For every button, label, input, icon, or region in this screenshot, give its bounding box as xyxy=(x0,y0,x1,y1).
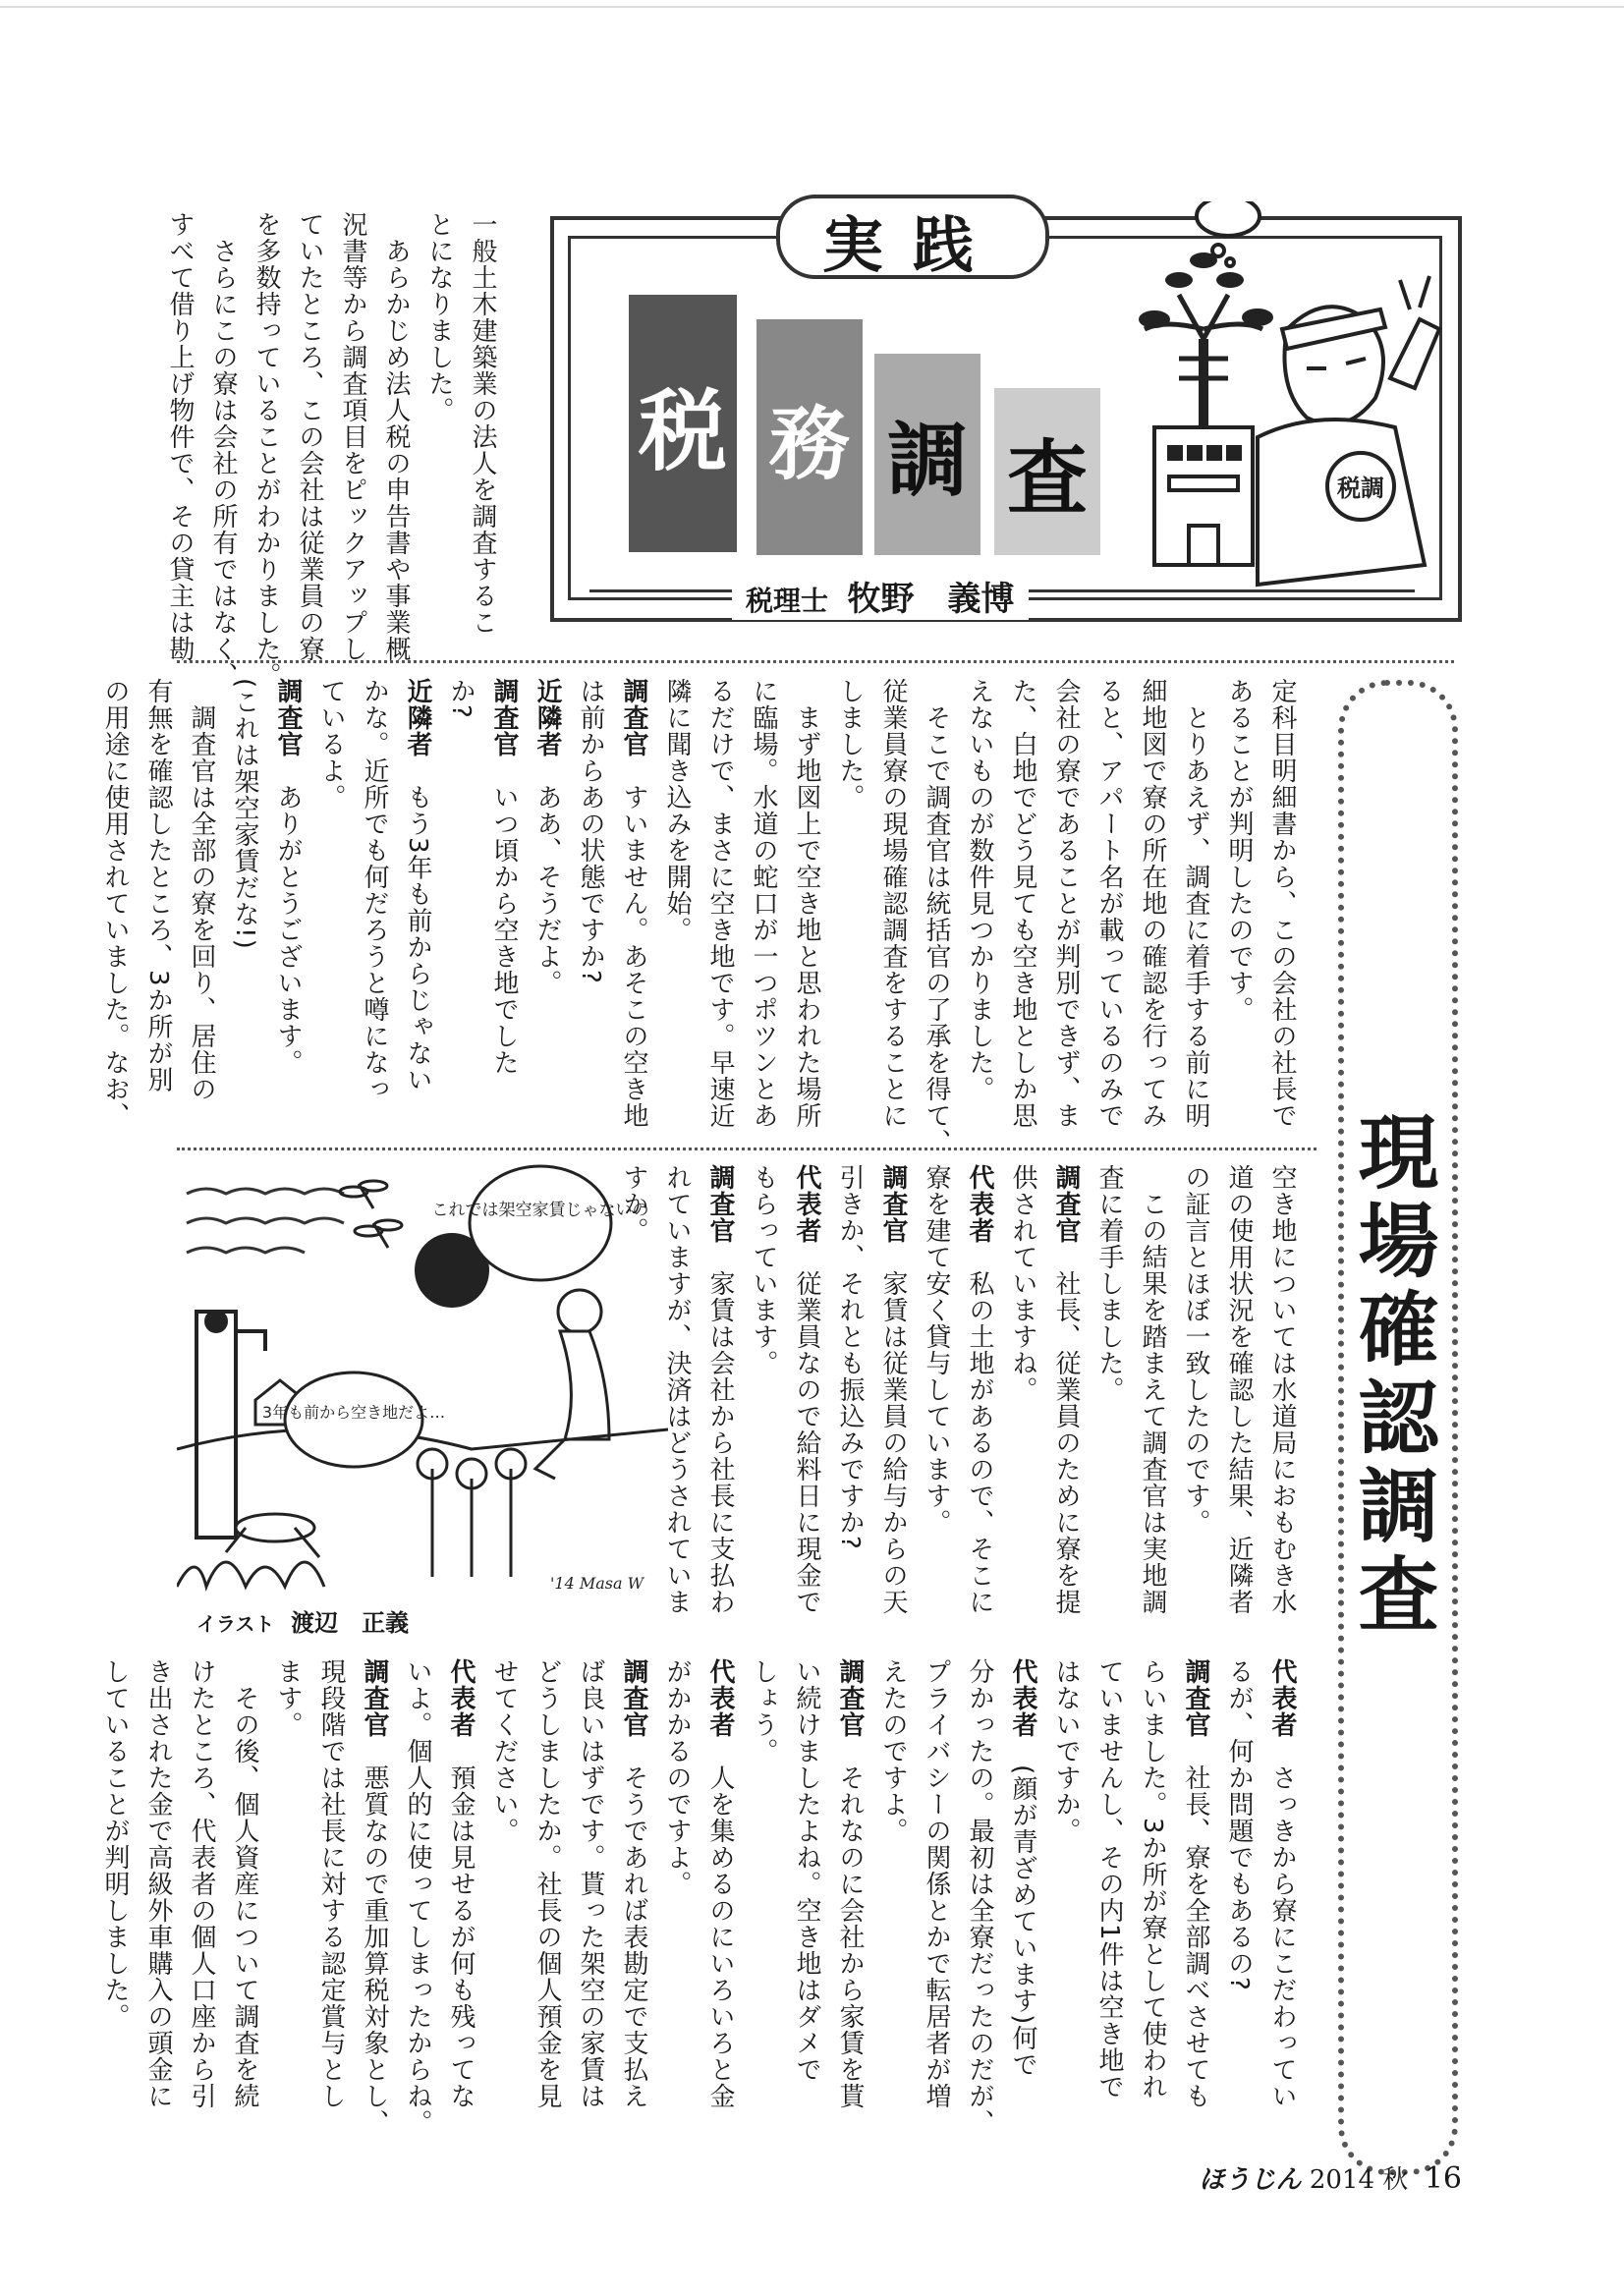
text-line: 代表者 私の土地があるので、そこに xyxy=(965,1164,994,1615)
speaker-label: 調査官 xyxy=(273,678,303,757)
title-block-3 xyxy=(874,354,980,555)
title-char-3: 調 xyxy=(886,415,968,508)
speaker-label: 代表者 xyxy=(1008,1658,1037,1738)
bubble-bottom-text: 3年も前から空き地だよ… xyxy=(261,1403,446,1422)
footer-year: 2014 xyxy=(1309,2165,1374,2195)
section-top-text xyxy=(158,211,504,689)
text-line: 代表者 さっきから寮にこだわってい xyxy=(1267,1658,1297,2109)
text-line: せてください。 xyxy=(489,1658,519,1844)
text-line: 供されていますね。 xyxy=(1008,1164,1037,1403)
credit-label: イラスト xyxy=(196,1612,275,1636)
man-sitting xyxy=(535,1290,609,1479)
speaker-label: 調査官 xyxy=(878,1164,908,1244)
text-line: るが、何か問題でもあるの? xyxy=(1224,1658,1254,1991)
text-line: ます。 xyxy=(273,1658,303,1738)
text-line: ていたところ、この会社は従業員の寮 xyxy=(295,211,324,662)
text-line: はないですか。 xyxy=(1051,1658,1081,1844)
title-block-2 xyxy=(756,319,863,555)
speaker-label: 近隣者 xyxy=(532,678,562,757)
text-line: を多数持っていることがわかりました。 xyxy=(252,211,281,689)
text-line: (これは架空家賃だな!) xyxy=(230,678,259,950)
text-line: とりあえず、調査に着手する前に明 xyxy=(1181,678,1210,1129)
text-line: ば良いはずです。貰った架空の家賃は xyxy=(576,1658,605,2109)
text-line: 代表者 (顔が青ざめています)何で xyxy=(1008,1658,1037,2079)
text-line: しました。 xyxy=(835,678,865,811)
text-line: 査に着手しました。 xyxy=(1094,1164,1124,1403)
text-line: 調査官 悪質なので重加算税対象とし、 xyxy=(360,1658,389,2136)
text-line: あらかじめ法人税の申告書や事業概 xyxy=(381,211,411,662)
credit-name: 渡辺 正義 xyxy=(291,1609,410,1637)
speaker-label: 代表者 xyxy=(446,1658,476,1738)
text-line: 一般土木建築業の法人を調査するこ xyxy=(468,211,497,636)
text-line: ていませんし、その内1件は空き地で xyxy=(1094,1658,1124,2100)
speaker-label: 調査官 xyxy=(619,1658,648,1738)
text-line: 調査官 家賃は従業員の給与からの天 xyxy=(878,1164,908,1615)
text-line: 細地図で寮の所在地の確認を行ってみ xyxy=(1138,678,1167,1129)
text-line: に臨場。水道の蛇口が一つポツンとあ xyxy=(749,678,778,1129)
text-line: らいました。3か所が寮として使われ xyxy=(1138,1658,1167,2100)
text-line: していることが判明しました。 xyxy=(100,1658,130,2030)
text-line: かな。近所でも何だろうと噂になっ xyxy=(360,678,389,1102)
footer xyxy=(1200,2159,1462,2196)
text-line: いよ。個人的に使ってしまったからね。 xyxy=(403,1658,432,2136)
section-bottom-text xyxy=(93,1658,1304,2136)
scan-edge xyxy=(0,6,1624,8)
text-line: 現段階では社長に対する認定賞与とし xyxy=(316,1658,346,2109)
speaker-label: 調査官 xyxy=(489,678,519,757)
author-label: 税理士 xyxy=(746,585,829,617)
text-line: 定科目明細書から、この会社の社長で xyxy=(1267,678,1297,1129)
text-line: 会社の寮であることが判別できず、ま xyxy=(1051,678,1081,1129)
text-line: ると、アパート名が載っているのみで xyxy=(1094,678,1124,1129)
text-line: あることが判明したのです。 xyxy=(1224,678,1254,1023)
text-line: えないものが数件見つかりました。 xyxy=(965,678,994,1102)
grasshopper-icon xyxy=(226,1514,319,1557)
text-line: 調査官 社長、寮を全部調べさせても xyxy=(1181,1658,1210,2109)
rental-illustration xyxy=(177,1154,668,1596)
text-line: の証言とほぼ一致したのです。 xyxy=(1181,1164,1210,1536)
flowers-icon xyxy=(418,1449,526,1577)
speaker-label: 近隣者 xyxy=(403,678,432,757)
text-line: その後、個人資産について調査を続 xyxy=(230,1658,259,2109)
text-line: 代表者 預金は見せるが何も残ってな xyxy=(446,1658,476,2109)
text-line: ているよ。 xyxy=(316,678,346,811)
text-line: 近隣者 ああ、そうだよ。 xyxy=(532,678,562,996)
speaker-label: 調査官 xyxy=(705,1164,735,1244)
speaker-label: 調査官 xyxy=(1181,1658,1210,1738)
text-line: 調査官 すいません。あそこの空き地 xyxy=(619,678,648,1129)
text-line: 況書等から調査項目をピックアップし xyxy=(338,211,367,662)
title-char-4: 査 xyxy=(1006,431,1088,526)
divider-top xyxy=(177,660,1454,663)
text-line: 調査官 そうであれば表勘定で支払え xyxy=(619,1658,648,2109)
speaker-label: 調査官 xyxy=(835,1658,865,1738)
text-line: 従業員寮の現場確認調査をすることに xyxy=(878,678,908,1129)
text-line: 代表者 従業員なので給料日に現金で xyxy=(792,1164,821,1615)
speaker-label: 調査官 xyxy=(360,1658,389,1738)
speech-bubble-top xyxy=(470,1166,611,1280)
speaker-label: 調査官 xyxy=(619,678,648,757)
text-line: けたところ、代表者の個人口座から引 xyxy=(187,1658,216,2109)
speaker-label: 代表者 xyxy=(705,1658,735,1738)
text-line: れていますが、決済はどうされていま xyxy=(662,1164,692,1615)
building-icon xyxy=(1154,427,1253,565)
bubble-top-text: これでは架空家賃じゃないの xyxy=(431,1201,649,1220)
text-line: 調査官 いつ頃から空き地でした xyxy=(489,678,519,1076)
footer-page: 16 xyxy=(1424,2161,1462,2196)
jissen-label: 実践 xyxy=(821,209,1003,281)
text-line: るだけで、まさに空き地です。早速近 xyxy=(705,678,735,1129)
tree-leaves xyxy=(1139,252,1273,328)
section-mid-right-text xyxy=(93,678,1304,1164)
cloud-scribbles xyxy=(187,1189,344,1253)
text-line: 寮を建て安く貸与しています。 xyxy=(922,1164,951,1536)
text-line: まず地図上で空き地と思われた場所 xyxy=(792,678,821,1129)
text-line: 調査官 ありがとうございます。 xyxy=(273,678,303,1076)
author-box xyxy=(732,572,1029,620)
text-line: 道の使用状況を確認した結果、近隣者 xyxy=(1224,1164,1254,1615)
text-line: 分かったの。最初は全寮だったのだが、 xyxy=(965,1658,994,2136)
text-line: どうしましたか。社長の個人預金を見 xyxy=(532,1658,562,2109)
text-line: 近隣者 もう3年も前からじゃない xyxy=(403,678,432,1093)
text-line: そこで調査官は統括官の了承を得て、 xyxy=(922,678,951,1155)
text-line: 調査官 社長、従業員のために寮を提 xyxy=(1051,1164,1081,1615)
speaker-label: 調査官 xyxy=(1051,1164,1081,1244)
text-line: さらにこの寮は会社の所有ではなく、 xyxy=(208,211,238,689)
text-line: き出された金で高級外車購入の頭金に xyxy=(143,1658,173,2109)
text-line: の用途に使用されていました。なお、 xyxy=(100,678,130,1129)
text-line: すべて借り上げ物件で、その貸主は勘 xyxy=(165,211,195,662)
text-line: プライバシーの関係とかで転居者が増 xyxy=(922,1658,951,2109)
speaker-label: 代表者 xyxy=(792,1164,821,1244)
footer-season: 秋 xyxy=(1382,2165,1409,2195)
text-line: もらっています。 xyxy=(749,1164,778,1376)
illustration-credit xyxy=(196,1603,409,1638)
text-line: すか。 xyxy=(619,1164,648,1244)
text-line: とになりました。 xyxy=(424,211,454,423)
text-line: しょう。 xyxy=(749,1658,778,1764)
text-line: 有無を確認したところ、3か所が別 xyxy=(143,678,173,1093)
feature-title: 現場確認調査 xyxy=(1345,1110,1438,1641)
footer-magazine: ほうじん xyxy=(1199,2165,1302,2195)
title-char-2: 務 xyxy=(768,397,850,491)
text-line: 引きか、それとも振込みですか? xyxy=(835,1164,865,1550)
text-line: 空き地については水道局におもむき水 xyxy=(1267,1164,1297,1615)
text-line: 調査官 家賃は会社から社長に支払わ xyxy=(705,1164,735,1615)
title-block-4 xyxy=(994,388,1100,555)
text-line: えたのですよ。 xyxy=(878,1658,908,1844)
dragonfly-icon xyxy=(340,1181,402,1248)
text-line: がかかるのですよ。 xyxy=(662,1658,692,1897)
text-line: か? xyxy=(446,678,476,719)
text-line: 隣に聞き込みを開始。 xyxy=(662,678,692,943)
text-line: い続けましたよね。空き地はダメで xyxy=(792,1658,821,2083)
author-name: 牧野 義博 xyxy=(847,580,1015,619)
divider-mid xyxy=(177,1148,1316,1150)
text-line: は前からあの状態ですか? xyxy=(576,678,605,984)
text-line: この結果を踏まえて調査官は実地調 xyxy=(1138,1164,1167,1615)
text-line: た、白地でどう見ても空き地としか思 xyxy=(1008,678,1037,1129)
illustrator-signature: '14 Masa W xyxy=(550,1574,644,1593)
title-char-1: 税 xyxy=(639,380,727,483)
speaker-label: 代表者 xyxy=(965,1164,994,1244)
badge-text: 税調 xyxy=(1337,475,1384,502)
grass-strokes xyxy=(177,1562,324,1587)
header-cartoon xyxy=(1110,201,1454,589)
text-line: 調査官 それなのに会社から家賃を貰 xyxy=(835,1658,865,2109)
title-block-1 xyxy=(629,295,737,552)
section-mid-left-text xyxy=(612,1164,1304,1615)
text-line: 代表者 人を集めるのにいろいろと金 xyxy=(705,1658,735,2109)
text-line: 調査官は全部の寮を回り、居住の xyxy=(187,678,216,1102)
speaker-label: 代表者 xyxy=(1267,1658,1297,1738)
